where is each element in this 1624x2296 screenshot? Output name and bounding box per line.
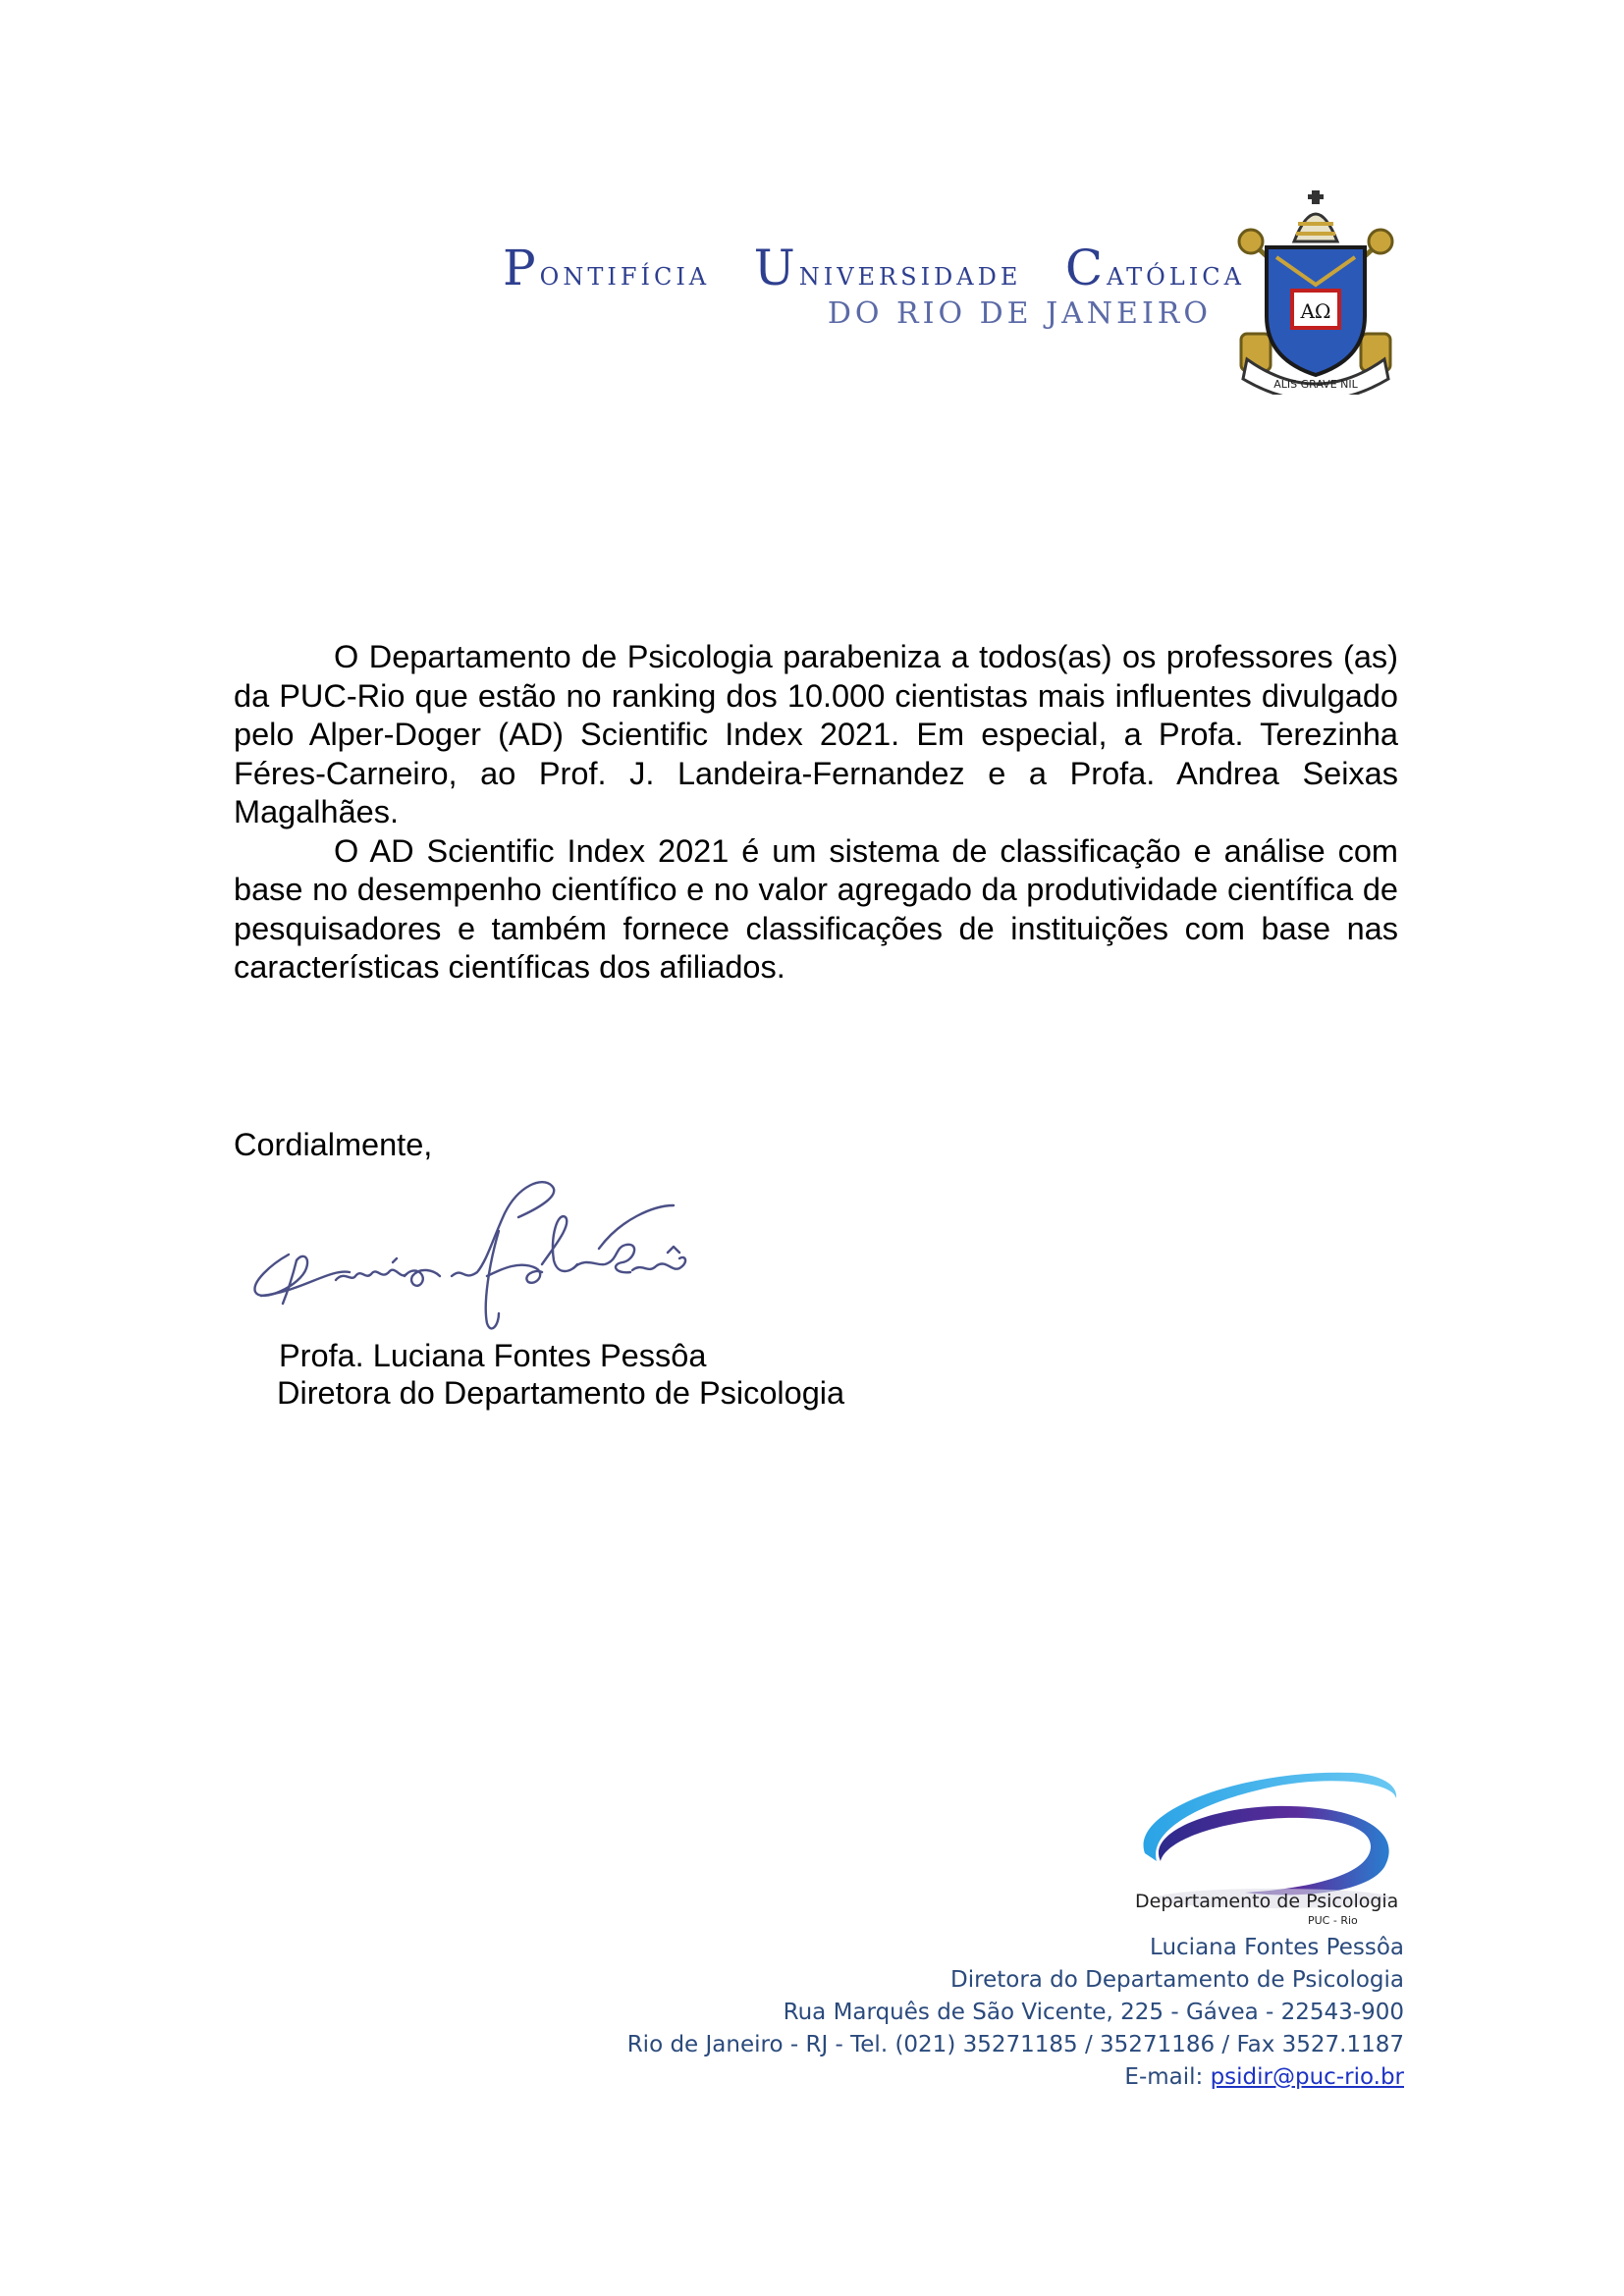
footer-email-line [627,2061,1404,2094]
signer-name: Profa. Luciana Fontes Pessôa [279,1338,707,1373]
footer-role: Diretora do Departamento de Psicologia [950,1967,1404,1993]
university-name-line1 [503,240,1245,296]
university-name [503,240,1245,334]
university-word-2: Universidade [753,240,1022,296]
footer-contact [627,1932,1404,2094]
crest-letters: AΩ [1300,299,1331,323]
university-word-1: Pontifícia [503,240,711,296]
closing-salutation: Cordialmente, [234,1127,433,1162]
university-word-3: Católica [1064,240,1245,296]
footer-address: Rua Marquês de São Vicente, 225 - Gávea - 22543-900 [783,2000,1404,2025]
handwritten-signature [242,1166,780,1341]
signer-role: Diretora do Departamento de Psicologia [277,1375,845,1411]
crest-motto: ALIS GRAVE NIL [1273,378,1358,391]
email-link[interactable]: psidir@puc-rio.br [1210,2064,1404,2090]
letter-paragraph: O AD Scientific Index 2021 é um sistema de classificação e análise com base no desempenho científico e no valor agregado da produtividade científica de pesquisadores e também fornece classificações de instituições com base nas características científicas dos afiliados. [234,832,1398,985]
footer-city-phone: Rio de Janeiro - RJ - Tel. (021) 35271185 / 35271186 / Fax 3527.1187 [626,2032,1404,2057]
university-name-line2: DO RIO DE JANEIRO [827,296,1212,331]
footer-name: Luciana Fontes Pessôa [1150,1935,1404,1960]
department-logo-text: Departamento de Psicologia [1135,1891,1399,1912]
footer-email-label: E-mail: [1124,2064,1211,2090]
university-crest-logo [1225,187,1406,395]
department-logo-subtext: PUC - Rio [1308,1914,1358,1927]
letter-paragraph: O Departamento de Psicologia parabeniza a todos(as) os professores (as) da PUC-Rio que estão no ranking dos 10.000 cientistas mais influentes divulgado pelo Alper-Doger (AD) Scientific Index 2021. Em especial, a Profa. Terezinha Féres-Carneiro, ao Prof. J. Landeira-Fernandez e a Profa. Andrea Seixas Magalhães. [234,639,1398,829]
signer-block [279,1337,844,1412]
letter-body [234,638,1398,988]
